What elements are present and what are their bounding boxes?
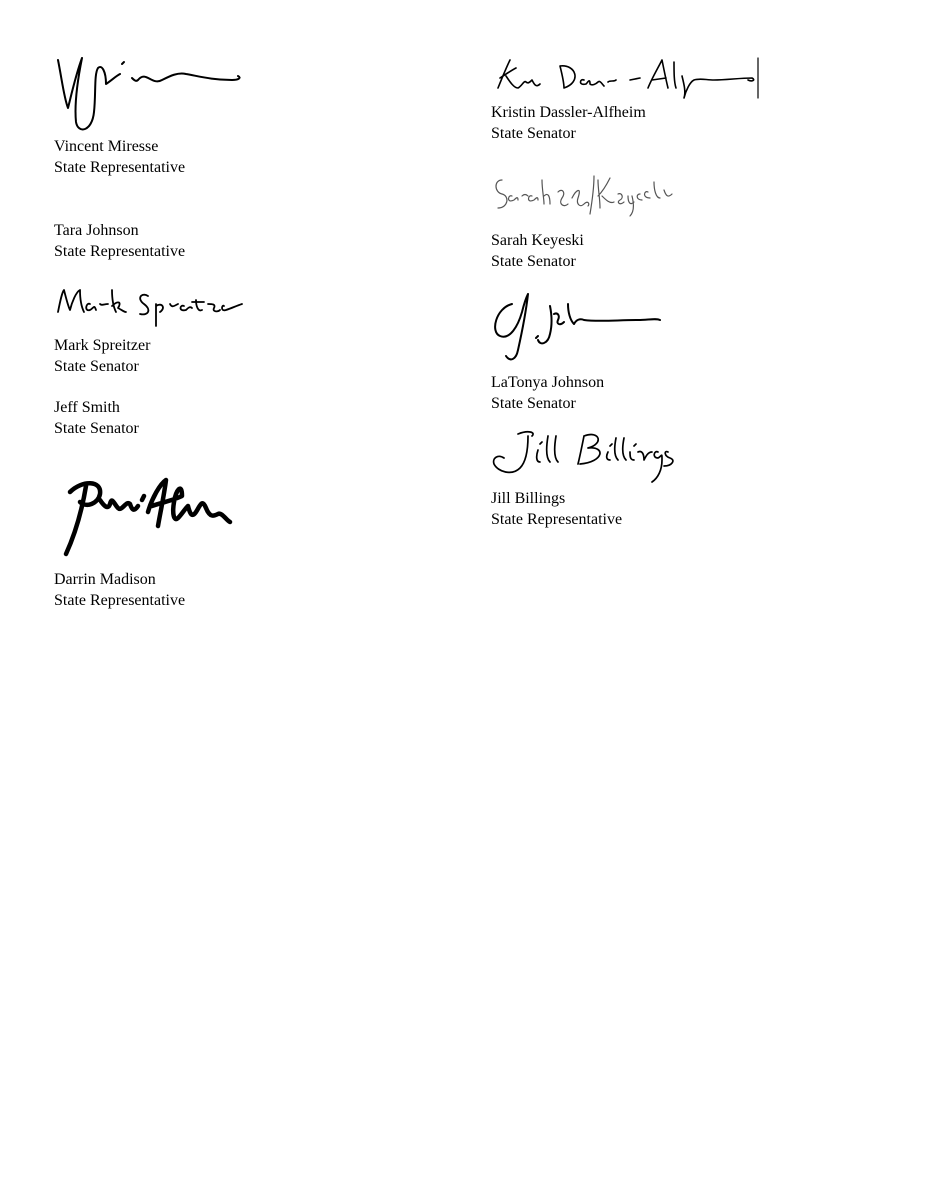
- signer-jeff-smith: [54, 397, 139, 439]
- signer-name: Sarah Keyeski: [491, 232, 584, 249]
- signer-sarah-keyeski: [491, 230, 584, 272]
- signature-sarah-keyeski: [490, 168, 680, 220]
- signer-mark-spreitzer: [54, 335, 150, 377]
- signer-name: Jill Billings: [491, 490, 566, 507]
- signer-kristin-dassler-alfheim: [491, 102, 646, 144]
- signer-title: State Senator: [491, 395, 576, 412]
- signer-title: State Representative: [491, 511, 623, 528]
- signer-tara-johnson: [54, 220, 185, 262]
- signer-name: Mark Spreitzer: [54, 337, 151, 354]
- signer-name: Jeff Smith: [54, 399, 120, 416]
- signer-title: State Senator: [54, 358, 139, 375]
- signer-title: State Senator: [491, 125, 576, 142]
- signer-latonya-johnson: [491, 372, 604, 414]
- signature-darrin-madison: [56, 470, 236, 560]
- signer-name: Kristin Dassler-Alfheim: [491, 104, 646, 121]
- signer-name: Darrin Madison: [54, 571, 156, 588]
- signer-title: State Representative: [54, 592, 186, 609]
- signature-jill-billings: [488, 426, 688, 490]
- signer-title: State Senator: [491, 253, 576, 270]
- signer-title: State Representative: [54, 159, 186, 176]
- signature-mark-spreitzer: [52, 282, 247, 330]
- signer-name: Vincent Miresse: [54, 138, 159, 155]
- signature-latonya-johnson: [488, 290, 668, 370]
- signer-title: State Senator: [54, 420, 139, 437]
- signer-darrin-madison: [54, 569, 185, 611]
- signer-vincent-miresse: [54, 136, 185, 178]
- signer-name: LaTonya Johnson: [491, 374, 605, 391]
- signature-vincent-miresse: [52, 50, 252, 135]
- signer-jill-billings: [491, 488, 622, 530]
- signer-name: Tara Johnson: [54, 222, 139, 239]
- signature-kristin-dassler-alfheim: [490, 54, 765, 100]
- signer-title: State Representative: [54, 243, 186, 260]
